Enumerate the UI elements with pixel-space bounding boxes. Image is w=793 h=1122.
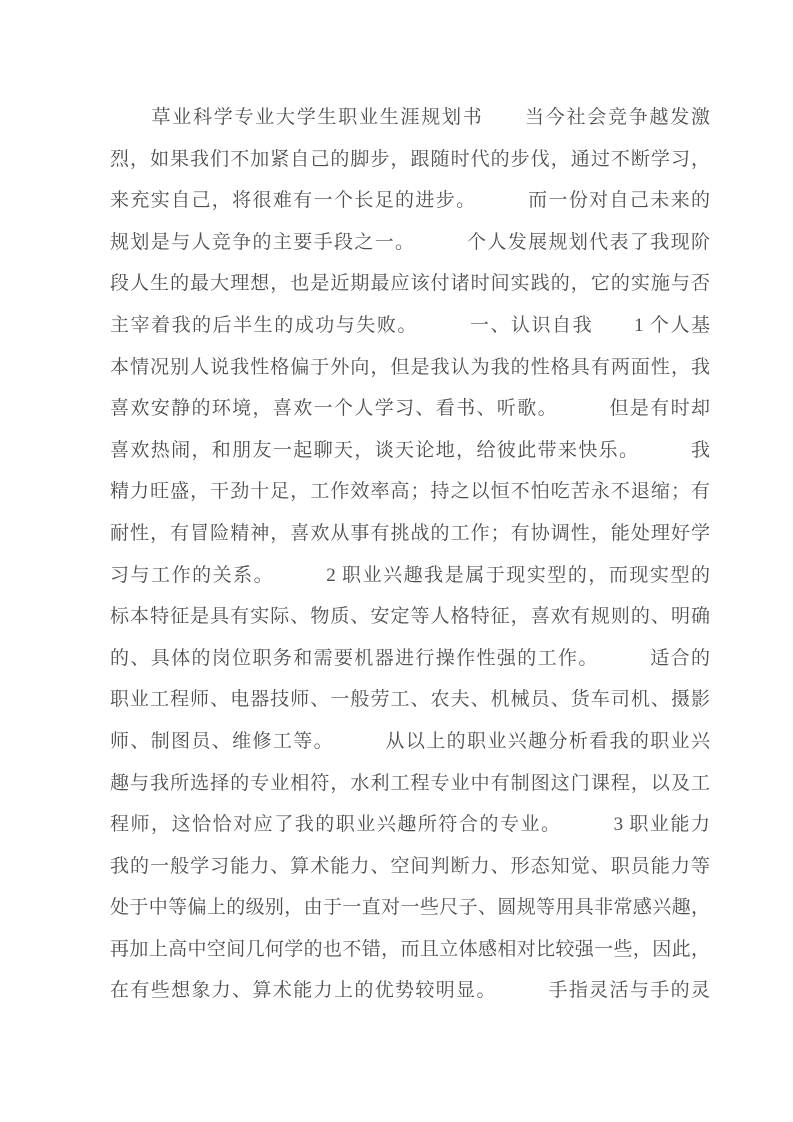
text-line: 在有些想象力、算术能力上的优势较明显。 手指灵活与手的灵 [110, 980, 710, 1002]
text-line: 师、制图员、维修工等。 从以上的职业兴趣分析看我的职业兴 [110, 730, 710, 752]
text-line: 喜欢热闹，和朋友一起聊天，谈天论地，给彼此带来快乐。 我 [110, 439, 710, 461]
text-line: 习与工作的关系。 2 职业兴趣我是属于现实型的，而现实型的 [110, 564, 710, 586]
text-line: 喜欢安静的环境，喜欢一个人学习、看书、听歌。 但是有时却 [110, 398, 710, 420]
text-line: 耐性，有冒险精神，喜欢从事有挑战的工作；有协调性，能处理好学 [110, 522, 710, 544]
text-line: 我的一般学习能力、算术能力、空间判断力、形态知觉、职员能力等 [110, 855, 710, 877]
text-line: 处于中等偏上的级别，由于一直对一些尺子、圆规等用具非常感兴趣， [110, 897, 710, 919]
text-line: 来充实自己，将很难有一个长足的进步。 而一份对自己未来的 [110, 190, 710, 212]
text-line: 的、具体的岗位职务和需要机器进行操作性强的工作。 适合的 [110, 647, 710, 669]
text-line: 再加上高中空间几何学的也不错，而且立体感相对比较强一些，因此， [110, 938, 710, 960]
text-line: 段人生的最大理想，也是近期最应该付诸时间实践的，它的实施与否 [110, 273, 710, 295]
text-line: 草业科学专业大学生职业生涯规划书 当今社会竞争越发激 [110, 107, 710, 128]
text-line: 规划是与人竞争的主要手段之一。 个人发展规划代表了我现阶 [110, 231, 710, 253]
text-line: 烈，如果我们不加紧自己的脚步，跟随时代的步伐，通过不断学习， [110, 148, 710, 170]
text-line: 趣与我所选择的专业相符，水利工程专业中有制图这门课程，以及工 [110, 772, 710, 794]
text-line: 标本特征是具有实际、物质、安定等人格特征，喜欢有规则的、明确 [110, 606, 710, 628]
text-line: 主宰着我的后半生的成功与失败。 一、认识自我 1 个人基 [110, 314, 710, 336]
text-line: 程师，这恰恰对应了我的职业兴趣所符合的专业。 3 职业能力 [110, 814, 710, 836]
text-line: 本情况别人说我性格偏于外向，但是我认为我的性格具有两面性，我 [110, 356, 710, 378]
document-body [110, 97, 710, 1012]
text-line: 精力旺盛，干劲十足，工作效率高；持之以恒不怕吃苦永不退缩；有 [110, 481, 710, 503]
text-line: 职业工程师、电器技师、一般劳工、农夫、机械员、货车司机、摄影 [110, 689, 710, 711]
